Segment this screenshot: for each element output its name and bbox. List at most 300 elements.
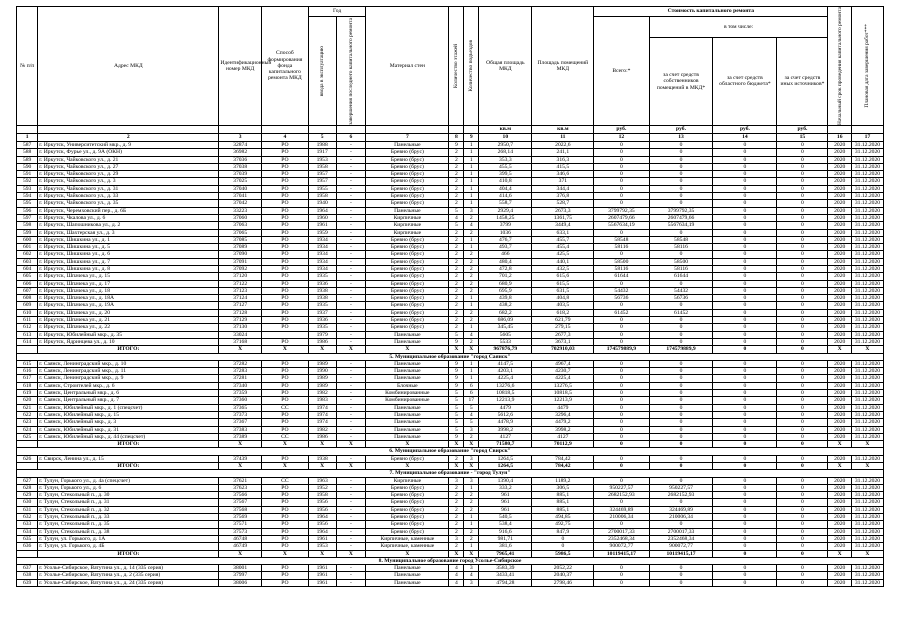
table-cell: X: [449, 346, 464, 353]
table-cell: 33024: [219, 331, 262, 338]
table-cell: 3: [449, 535, 464, 542]
table-cell: 0: [649, 404, 713, 411]
table-cell: 1: [464, 375, 479, 382]
table-row: [17, 426, 884, 433]
table-cell: Бревно (брус): [366, 193, 449, 200]
table-cell: 0: [777, 514, 828, 521]
table-cell: 0: [777, 368, 828, 375]
table-row: [17, 433, 884, 440]
table-cell: 1: [464, 178, 479, 185]
table-cell: 31.12.2020: [851, 404, 883, 411]
section-header-row: [17, 557, 884, 564]
table-cell: 0: [777, 492, 828, 499]
table-cell: 3: [464, 579, 479, 586]
table-cell: 12213,9: [479, 397, 532, 404]
table-cell: 0: [777, 397, 828, 404]
column-number-cell: 8: [449, 133, 464, 141]
table-cell: Кирпичные: [366, 229, 449, 236]
table-row: [17, 543, 884, 550]
table-cell: -: [336, 419, 366, 426]
table-cell: 4479: [532, 404, 594, 411]
table-cell: 610: [17, 309, 38, 316]
table-cell: Бревно (брус): [366, 455, 449, 462]
table-cell: Кирпичные, каменные: [366, 535, 449, 542]
table-cell: 425,5: [532, 251, 594, 258]
table-cell: 2020: [828, 287, 851, 294]
table-cell: 1956: [308, 499, 336, 506]
table-row: [17, 419, 884, 426]
table-cell: 0: [713, 222, 777, 229]
table-cell: РО: [261, 338, 308, 345]
table-cell: 376,8: [532, 193, 594, 200]
table-cell: 0: [594, 390, 649, 397]
table-cell: 589: [17, 156, 38, 163]
table-cell: 0: [777, 455, 828, 462]
table-cell: 1: [464, 302, 479, 309]
table-cell: 4225,4: [532, 375, 594, 382]
table-cell: 0: [594, 317, 649, 324]
table-cell: РО: [261, 302, 308, 309]
table-cell: г. Иркутск, Чайковского ул., д. 33: [38, 193, 219, 200]
table-cell: 0: [777, 317, 828, 324]
table-cell: РО: [261, 193, 308, 200]
table-cell: 0: [649, 163, 713, 170]
table-row: [17, 273, 884, 280]
table-cell: -: [336, 543, 366, 550]
table-cell: 1961: [308, 565, 336, 572]
table-cell: X: [336, 463, 366, 470]
table-cell: 1989: [308, 360, 336, 367]
table-cell: 9: [449, 382, 464, 389]
table-cell: 1189,2: [532, 477, 594, 484]
table-cell: 558,7: [479, 200, 532, 207]
table-cell: 1959: [308, 229, 336, 236]
header-floors: [449, 7, 464, 126]
table-cell: 2020: [828, 397, 851, 404]
table-row: [17, 258, 884, 265]
table-cell: -: [336, 222, 366, 229]
table-cell: 2020: [828, 229, 851, 236]
table-cell: РО: [261, 222, 308, 229]
table-cell: СС: [261, 433, 308, 440]
table-cell: РО: [261, 565, 308, 572]
table-cell: г. Иркутск, Шишкина ул., д. 7: [38, 258, 219, 265]
table-cell: 6: [464, 382, 479, 389]
table-cell: 0: [594, 171, 649, 178]
table-cell: 0: [594, 521, 649, 528]
table-cell: 1390,4: [479, 477, 532, 484]
header-wall-material: Материал стен: [366, 7, 449, 126]
table-row: [17, 528, 884, 535]
table-cell: -: [336, 236, 366, 243]
table-cell: 0: [649, 360, 713, 367]
table-cell: 0: [713, 565, 777, 572]
table-cell: РО: [261, 229, 308, 236]
table-cell: 0: [594, 156, 649, 163]
table-cell: 620: [17, 397, 38, 404]
table-cell: 0: [777, 346, 828, 353]
table-cell: 0: [594, 565, 649, 572]
table-cell: 31.12.2020: [851, 193, 883, 200]
table-cell: 1: [464, 156, 479, 163]
table-cell: 353,3: [479, 156, 532, 163]
header-address: Адрес МКД: [38, 7, 219, 126]
table-cell: г. Иркутск, Шахтерская ул., д. 3: [38, 229, 219, 236]
table-cell: РО: [261, 309, 308, 316]
table-cell: 37281: [219, 375, 262, 382]
table-cell: 0: [713, 543, 777, 550]
table-cell: 2020: [828, 193, 851, 200]
table-cell: -: [336, 411, 366, 418]
table-row: [17, 382, 884, 389]
table-cell: 0: [777, 521, 828, 528]
table-cell: 0: [713, 535, 777, 542]
table-cell: г. Саянск, Ленинградский мкр., д. 9: [38, 375, 219, 382]
table-cell: Панельные: [366, 404, 449, 411]
table-cell: 0: [649, 141, 713, 148]
table-cell: 2: [449, 163, 464, 170]
table-cell: 4: [449, 565, 464, 572]
table-cell: 0: [713, 200, 777, 207]
table-cell: -: [336, 331, 366, 338]
table-cell: 0: [713, 528, 777, 535]
table-cell: 0: [777, 171, 828, 178]
table-cell: 0: [777, 302, 828, 309]
table-cell: 210006,34: [649, 514, 713, 521]
table-cell: 4: [449, 572, 464, 579]
table-cell: г. Иркутск, Чайковского ул., д. 3: [38, 178, 219, 185]
table-cell: X: [261, 346, 308, 353]
table-cell: 38006: [219, 579, 262, 586]
table-cell: 4: [449, 214, 464, 221]
table-cell: Панельные: [366, 360, 449, 367]
table-cell: 12213,9: [532, 397, 594, 404]
header-year-commission-text: ввода в эксплуатацию: [319, 45, 326, 97]
table-cell: Бревно (брус): [366, 163, 449, 170]
table-cell: Панельные: [366, 572, 449, 579]
table-cell: -: [336, 499, 366, 506]
table-cell: 2: [449, 324, 464, 331]
table-cell: 538,4: [479, 521, 532, 528]
table-cell: 2798,46: [532, 579, 594, 586]
table-row: [17, 141, 884, 148]
table-row: [17, 455, 884, 462]
table-cell: Панельные: [366, 565, 449, 572]
table-cell: 2: [449, 258, 464, 265]
table-cell: 631: [17, 506, 38, 513]
header-ident: Идентификационный номер МКД: [219, 7, 262, 126]
table-cell: -: [336, 477, 366, 484]
table-cell: Бревно (брус): [366, 149, 449, 156]
table-cell: 37127: [219, 302, 262, 309]
table-cell: -: [336, 360, 366, 367]
table-cell: [17, 441, 38, 448]
table-cell: 602: [17, 251, 38, 258]
table-cell: 3: [464, 565, 479, 572]
table-cell: 0: [649, 397, 713, 404]
table-cell: 31.12.2020: [851, 572, 883, 579]
table-cell: X: [366, 463, 449, 470]
table-cell: 2700017,33: [649, 528, 713, 535]
table-cell: 950227,57: [594, 484, 649, 491]
table-cell: 37621: [219, 477, 262, 484]
table-cell: 0: [713, 382, 777, 389]
table-cell: X: [308, 550, 336, 557]
table-cell: 607: [17, 287, 38, 294]
table-cell: 306,5: [532, 484, 594, 491]
table-cell: 31.12.2020: [851, 521, 883, 528]
table-cell: 0: [777, 309, 828, 316]
table-cell: 9: [449, 360, 464, 367]
table-cell: 3449,4: [532, 222, 594, 229]
table-cell: 0: [713, 455, 777, 462]
table-cell: г. Иркутск, Фурье ул., д. 9А (ОКН): [38, 149, 219, 156]
table-cell: РО: [261, 375, 308, 382]
table-cell: РО: [261, 141, 308, 148]
table-cell: 3: [464, 477, 479, 484]
table-cell: 37122: [219, 280, 262, 287]
table-row: [17, 302, 884, 309]
table-cell: X: [449, 441, 464, 448]
table-cell: 371: [532, 178, 594, 185]
table-cell: г. Тулун, Стекольный п., д. 31: [38, 499, 219, 506]
header-year-group: Год: [308, 7, 366, 17]
table-cell: 628: [17, 484, 38, 491]
table-cell: 0: [649, 156, 713, 163]
table-cell: 2: [464, 499, 479, 506]
table-cell: г. Тулун, Горького ул., д. 6: [38, 484, 219, 491]
unit-cell: руб.: [713, 125, 777, 133]
table-cell: 0: [649, 441, 713, 448]
table-cell: Бревно (брус): [366, 492, 449, 499]
table-cell: 0: [649, 572, 713, 579]
table-cell: 4147,5: [479, 360, 532, 367]
table-cell: г. Свирск, Ленина ул., д. 15: [38, 455, 219, 462]
table-cell: 1974: [308, 419, 336, 426]
table-cell: 1: [464, 193, 479, 200]
table-cell: Панельные: [366, 207, 449, 214]
table-cell: 414,6: [479, 193, 532, 200]
table-cell: 616: [17, 368, 38, 375]
table-cell: X: [828, 441, 851, 448]
table-cell: -: [336, 280, 366, 287]
table-cell: 631,5: [532, 287, 594, 294]
table-cell: РО: [261, 492, 308, 499]
table-row: [17, 499, 884, 506]
table-cell: 0: [649, 433, 713, 440]
table-cell: 1934: [308, 236, 336, 243]
table-cell: 37567: [219, 499, 262, 506]
table-cell: РО: [261, 295, 308, 302]
table-cell: 1: [464, 141, 479, 148]
table-cell: 621,79: [532, 317, 594, 324]
table-cell: 2: [449, 236, 464, 243]
table-cell: 3583,39: [479, 565, 532, 572]
unit-cell: [261, 125, 308, 133]
table-cell: 37373: [219, 411, 262, 418]
table-cell: 623: [17, 419, 38, 426]
table-cell: 0: [777, 280, 828, 287]
table-row: [17, 265, 884, 272]
table-cell: 611: [17, 317, 38, 324]
table-cell: 345,45: [479, 324, 532, 331]
table-cell: 2677,3: [532, 331, 594, 338]
table-cell: Бревно (брус): [366, 521, 449, 528]
table-cell: 3296,4: [532, 411, 594, 418]
table-cell: РО: [261, 572, 308, 579]
table-cell: РО: [261, 528, 308, 535]
table-cell: 0: [777, 251, 828, 258]
table-cell: 31.12.2020: [851, 178, 883, 185]
total-row: [17, 441, 884, 448]
table-cell: 9: [449, 338, 464, 345]
table-cell: 5605: [479, 331, 532, 338]
table-cell: 5: [449, 390, 464, 397]
table-cell: 494,85: [532, 514, 594, 521]
table-cell: 0: [713, 317, 777, 324]
table-cell: 0: [594, 141, 649, 148]
table-cell: 603: [17, 258, 38, 265]
header-planned-date-text: Плановая дата завершения работ***: [864, 24, 871, 108]
table-cell: РО: [261, 258, 308, 265]
table-cell: 2: [464, 506, 479, 513]
table-cell: 0: [594, 193, 649, 200]
table-cell: 885,1: [532, 499, 594, 506]
table-cell: РО: [261, 280, 308, 287]
table-cell: 2020: [828, 492, 851, 499]
table-cell: 916,6: [479, 528, 532, 535]
table-cell: 0: [713, 514, 777, 521]
table-cell: X: [464, 550, 479, 557]
table-row: [17, 397, 884, 404]
table-cell: 399,5: [479, 171, 532, 178]
table-cell: 1958: [308, 163, 336, 170]
table-cell: 900072,77: [649, 543, 713, 550]
table-cell: 2020: [828, 163, 851, 170]
table-cell: 617: [17, 375, 38, 382]
table-cell: 1458,25: [479, 214, 532, 221]
table-cell: 0: [777, 484, 828, 491]
table-cell: -: [336, 251, 366, 258]
table-row: [17, 222, 884, 229]
table-cell: 625: [17, 433, 38, 440]
table-cell: г. Саянск, Юбилейный мкр., д. 31: [38, 426, 219, 433]
table-cell: 0: [713, 411, 777, 418]
table-cell: 1936: [308, 280, 336, 287]
table-cell: 440,1: [532, 258, 594, 265]
table-cell: -: [336, 338, 366, 345]
table-cell: 439,8: [479, 295, 532, 302]
unit-cell: руб.: [649, 125, 713, 133]
table-cell: 410,8: [479, 178, 532, 185]
table-cell: 0: [594, 178, 649, 185]
table-cell: 1: [464, 163, 479, 170]
table-cell: 633: [17, 521, 38, 528]
table-cell: 0: [594, 397, 649, 404]
table-cell: 279,15: [532, 324, 594, 331]
table-cell: 70112,9: [532, 441, 594, 448]
table-cell: РО: [261, 265, 308, 272]
table-cell: -: [336, 309, 366, 316]
unit-cell: [336, 125, 366, 133]
table-cell: Панельные: [366, 411, 449, 418]
table-cell: 46749: [219, 543, 262, 550]
table-cell: 0: [777, 295, 828, 302]
table-cell: 2607479,66: [649, 214, 713, 221]
table-cell: 0: [649, 331, 713, 338]
unit-cell: [17, 125, 38, 133]
table-cell: 608: [17, 295, 38, 302]
table-cell: РО: [261, 317, 308, 324]
table-cell: Бревно (брус): [366, 287, 449, 294]
table-cell: 1: [464, 360, 479, 367]
table-cell: 2020: [828, 141, 851, 148]
table-cell: 2020: [828, 375, 851, 382]
table-cell: -: [336, 433, 366, 440]
table-cell: 0: [777, 156, 828, 163]
table-cell: г. Саянск, Центральный мкр., д. 6: [38, 390, 219, 397]
header-year-last-repair: [336, 17, 366, 126]
table-cell: X: [449, 463, 464, 470]
table-cell: 0: [777, 265, 828, 272]
table-cell: 37383: [219, 426, 262, 433]
table-cell: 0: [594, 419, 649, 426]
table-cell: г. Иркутск, Чайковского ул., д. 27: [38, 163, 219, 170]
column-number-cell: 14: [713, 133, 777, 141]
table-cell: 31.12.2020: [851, 244, 883, 251]
table-cell: г. Тулун, Горького ул., д. 4а (спецсчет): [38, 477, 219, 484]
table-cell: 0: [713, 258, 777, 265]
table-cell: 31.12.2020: [851, 295, 883, 302]
table-cell: СС: [261, 404, 308, 411]
column-number-cell: 4: [261, 133, 308, 141]
table-cell: 37042: [219, 200, 262, 207]
table-cell: 1958: [308, 492, 336, 499]
table-cell: 0: [713, 419, 777, 426]
table-row: [17, 404, 884, 411]
table-cell: 595: [17, 200, 38, 207]
table-cell: -: [336, 492, 366, 499]
table-cell: РО: [261, 163, 308, 170]
table-cell: 0: [777, 200, 828, 207]
table-cell: РО: [261, 514, 308, 521]
unit-cell: [828, 125, 851, 133]
table-cell: г. Иркутск, Шпачека ул., д. 20: [38, 309, 219, 316]
table-cell: 31.12.2020: [851, 535, 883, 542]
table-cell: [17, 550, 38, 557]
table-cell: 0: [649, 149, 713, 156]
table-cell: РО: [261, 535, 308, 542]
table-cell: 0: [649, 521, 713, 528]
table-cell: 2020: [828, 185, 851, 192]
table-cell: 633,1: [532, 229, 594, 236]
table-cell: 37340: [219, 382, 262, 389]
table-cell: 2020: [828, 506, 851, 513]
table-cell: 540,5: [479, 514, 532, 521]
table-cell: 680,9: [479, 280, 532, 287]
table-cell: Панельные: [366, 426, 449, 433]
table-cell: Панельные: [366, 375, 449, 382]
table-cell: -: [336, 397, 366, 404]
table-cell: РО: [261, 171, 308, 178]
table-cell: РО: [261, 236, 308, 243]
table-cell: 0: [777, 535, 828, 542]
table-cell: X: [219, 441, 262, 448]
table-cell: 31.12.2020: [851, 390, 883, 397]
table-cell: 0: [777, 543, 828, 550]
table-cell: 31.12.2020: [851, 331, 883, 338]
table-cell: 7965,41: [479, 550, 532, 557]
